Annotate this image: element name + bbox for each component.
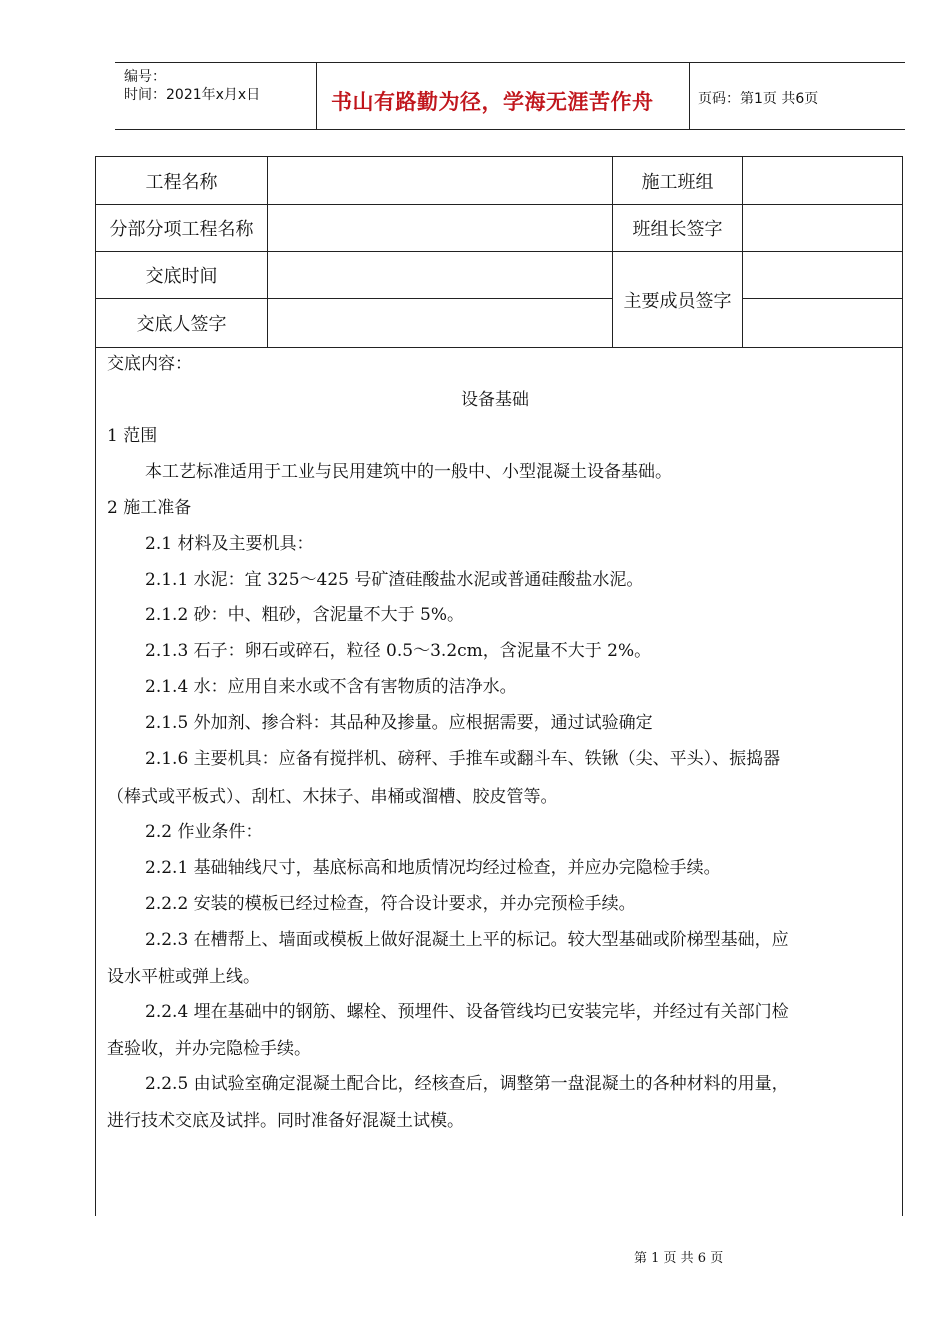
paragraph-line: 2.2.1 基础轴线尺寸，基底标高和地质情况均经过检查，并应办完隐检手续。 bbox=[145, 858, 721, 878]
section-heading: 1 范围 bbox=[107, 426, 158, 446]
subsection-heading: 2.1 材料及主要机具： bbox=[145, 534, 314, 554]
content-intro: 交底内容： bbox=[107, 354, 192, 374]
project-name-value[interactable] bbox=[268, 157, 612, 204]
team-leader-sign-value[interactable] bbox=[743, 205, 902, 251]
paragraph-line: 2.1.2 砂：中、粗砂，含泥量不大于 5%。 bbox=[145, 605, 465, 625]
paragraph-line: 设水平桩或弹上线。 bbox=[107, 967, 260, 987]
document-date-label: 时间：2021年x月x日 bbox=[124, 87, 261, 103]
document-number-label: 编号： bbox=[124, 69, 166, 85]
paragraph-line: 2.1.4 水：应用自来水或不含有害物质的洁净水。 bbox=[145, 677, 517, 697]
subproject-name-label: 分部分项工程名称 bbox=[109, 219, 254, 240]
content-title: 设备基础 bbox=[461, 390, 529, 410]
main-members-sign-value-1[interactable] bbox=[743, 252, 902, 298]
subproject-name-value[interactable] bbox=[268, 205, 612, 251]
handover-person-sign-value[interactable] bbox=[268, 299, 612, 347]
paragraph-line: 2.2.3 在槽帮上、墙面或模板上做好混凝土上平的标记。较大型基础或阶梯型基础，应 bbox=[145, 930, 789, 950]
paragraph-line: 2.1.3 石子：卵石或碎石，粒径 0.5～3.2cm，含泥量不大于 2%。 bbox=[145, 641, 652, 661]
main-members-sign-label: 主要成员签字 bbox=[623, 290, 732, 312]
header-page-label: 页码：第1页 共6页 bbox=[698, 91, 819, 107]
paragraph-line: 2.1.6 主要机具：应备有搅拌机、磅秤、手推车或翻斗车、铁锹（尖、平头）、振捣器 bbox=[145, 749, 781, 769]
team-leader-sign-label: 班组长签字 bbox=[632, 219, 723, 240]
paragraph-line: 进行技术交底及试拌。同时准备好混凝土试模。 bbox=[107, 1111, 464, 1131]
paragraph-line: （棒式或平板式）、刮杠、木抹子、串桶或溜槽、胶皮管等。 bbox=[107, 787, 558, 807]
paragraph-line: 2.2.2 安装的模板已经过检查，符合设计要求，并办完预检手续。 bbox=[145, 894, 636, 914]
paragraph-line: 查验收，并办完隐检手续。 bbox=[107, 1039, 311, 1059]
construction-team-label: 施工班组 bbox=[641, 171, 714, 193]
paragraph-line: 2.1.5 外加剂、掺合料：其品种及掺量。应根据需要，通过试验确定 bbox=[145, 713, 653, 733]
subsection-heading: 2.2 作业条件： bbox=[145, 822, 263, 842]
handover-time-label: 交底时间 bbox=[145, 266, 218, 287]
handover-person-sign-label: 交底人签字 bbox=[136, 314, 227, 335]
paragraph-line: 2.1.1 水泥：宜 325～425 号矿渣硅酸盐水泥或普通硅酸盐水泥。 bbox=[145, 570, 644, 590]
paragraph-line: 2.2.5 由试验室确定混凝土配合比，经核查后，调整第一盘混凝土的各种材料的用量， bbox=[145, 1074, 789, 1094]
paragraph-line: 2.2.4 埋在基础中的钢筋、螺栓、预埋件、设备管线均已安装完毕，并经过有关部门检 bbox=[145, 1002, 789, 1022]
page-footer: 第 1 页 共 6 页 bbox=[634, 1251, 724, 1266]
handover-time-value[interactable] bbox=[268, 252, 612, 298]
construction-team-value[interactable] bbox=[743, 157, 902, 204]
header-motto: 书山有路勤为径，学海无涯苦作舟 bbox=[331, 90, 654, 114]
main-members-sign-value-2[interactable] bbox=[743, 299, 902, 347]
paragraph-line: 本工艺标准适用于工业与民用建筑中的一般中、小型混凝土设备基础。 bbox=[145, 462, 672, 482]
project-name-label: 工程名称 bbox=[145, 171, 218, 193]
section-heading: 2 施工准备 bbox=[107, 498, 192, 518]
